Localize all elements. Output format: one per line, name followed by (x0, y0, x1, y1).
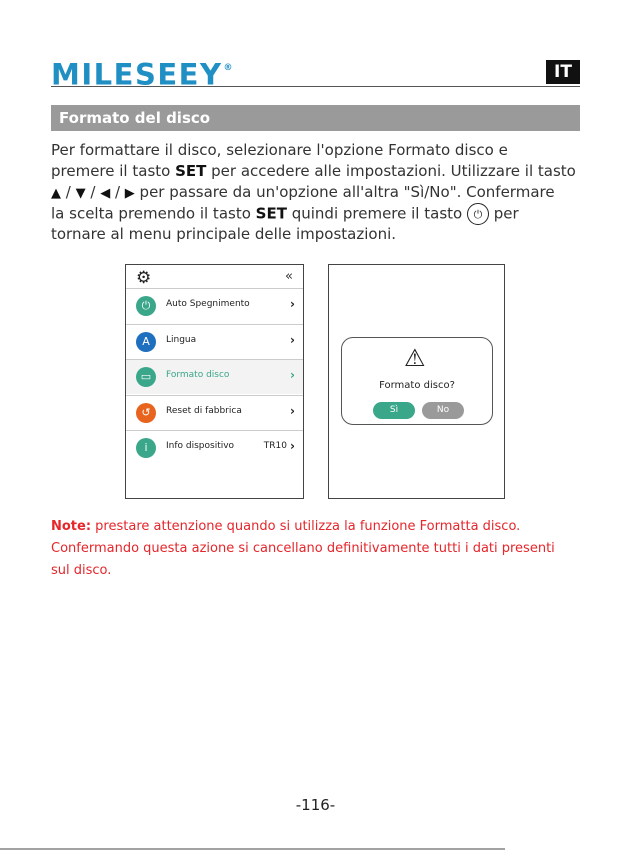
menu-item-lingua[interactable] (126, 324, 303, 359)
menu-item-label: Lingua (166, 334, 197, 345)
menu-item-label: Auto Spegnimento (166, 299, 250, 309)
yes-button[interactable]: Sì (373, 402, 415, 419)
brand-name: MILESEEY (51, 57, 223, 92)
warning-icon: ⚠ (404, 344, 426, 372)
gear-icon[interactable]: ⚙ (136, 268, 152, 288)
menu-item-info-dispositivo[interactable] (126, 430, 303, 465)
menu-item-auto-spegnimento[interactable] (126, 288, 303, 323)
settings-screen (125, 264, 304, 499)
arrow-up-icon: ▲ (51, 186, 61, 201)
header-divider (51, 86, 580, 87)
confirm-dialog (341, 337, 493, 425)
menu-item-label: Formato disco (166, 370, 230, 380)
back-chevrons-icon[interactable]: « (285, 269, 293, 284)
body-line-1: Per formattare il disco, selezionare l'opzione Formato disco e (51, 141, 508, 159)
disk-icon: ▭ (136, 367, 156, 387)
arrow-right-icon: ▶ (124, 186, 135, 201)
reset-icon: ↺ (136, 403, 156, 423)
menu-item-reset-di-fabbrica[interactable] (126, 395, 303, 430)
format-dialog-screen (328, 264, 505, 499)
dialog-question: Formato disco? (379, 380, 455, 391)
note-line-3: sul disco. (51, 563, 112, 578)
set-key-label: SET (255, 204, 287, 223)
menu-item-label: Reset di fabbrica (166, 405, 242, 416)
menu-item-value: TR10 (263, 441, 287, 451)
chevron-right-icon: › (290, 332, 295, 347)
language-icon: A (136, 332, 156, 352)
body-line-5: tornare al menu principale delle impostazioni. (51, 225, 397, 243)
body-line-2: premere il tasto SET per accedere alle impostazioni. Utilizzare il tasto (51, 162, 576, 180)
power-button-icon: ⏻ (467, 203, 489, 225)
info-icon: i (136, 438, 156, 458)
arrow-left-icon: ◀ (100, 186, 111, 201)
menu-item-label: Info dispositivo (166, 441, 235, 451)
chevron-right-icon: › (290, 439, 295, 453)
no-button[interactable]: No (422, 402, 464, 419)
note-label: Note: (51, 519, 92, 534)
language-badge: IT (546, 60, 580, 84)
set-key-label: SET (175, 162, 207, 180)
page-number: -116- (295, 796, 336, 814)
chevron-right-icon: › (290, 368, 295, 382)
registered-mark: ® (223, 63, 233, 73)
power-icon: ⏻ (136, 296, 156, 316)
body-line-4: la scelta premendo il tasto SET quindi premere il tasto ⏻ per (51, 203, 519, 225)
arrow-down-icon: ▼ (75, 186, 86, 201)
note-line-2: Confermando questa azione si cancellano definitivamente tutti i dati presenti (51, 541, 555, 556)
menu-item-formato-disco[interactable] (126, 359, 303, 394)
body-line-3: ▲ / ▼ / ◀ / ▶ per passare da un'opzione all'altra "Sì/No". Confermare (51, 183, 555, 201)
note-line-1: Note: prestare attenzione quando si utilizza la funzione Formatta disco. (51, 519, 521, 534)
chevron-right-icon: › (290, 403, 295, 418)
section-title: Formato del disco (51, 105, 580, 131)
chevron-right-icon: › (290, 297, 295, 311)
